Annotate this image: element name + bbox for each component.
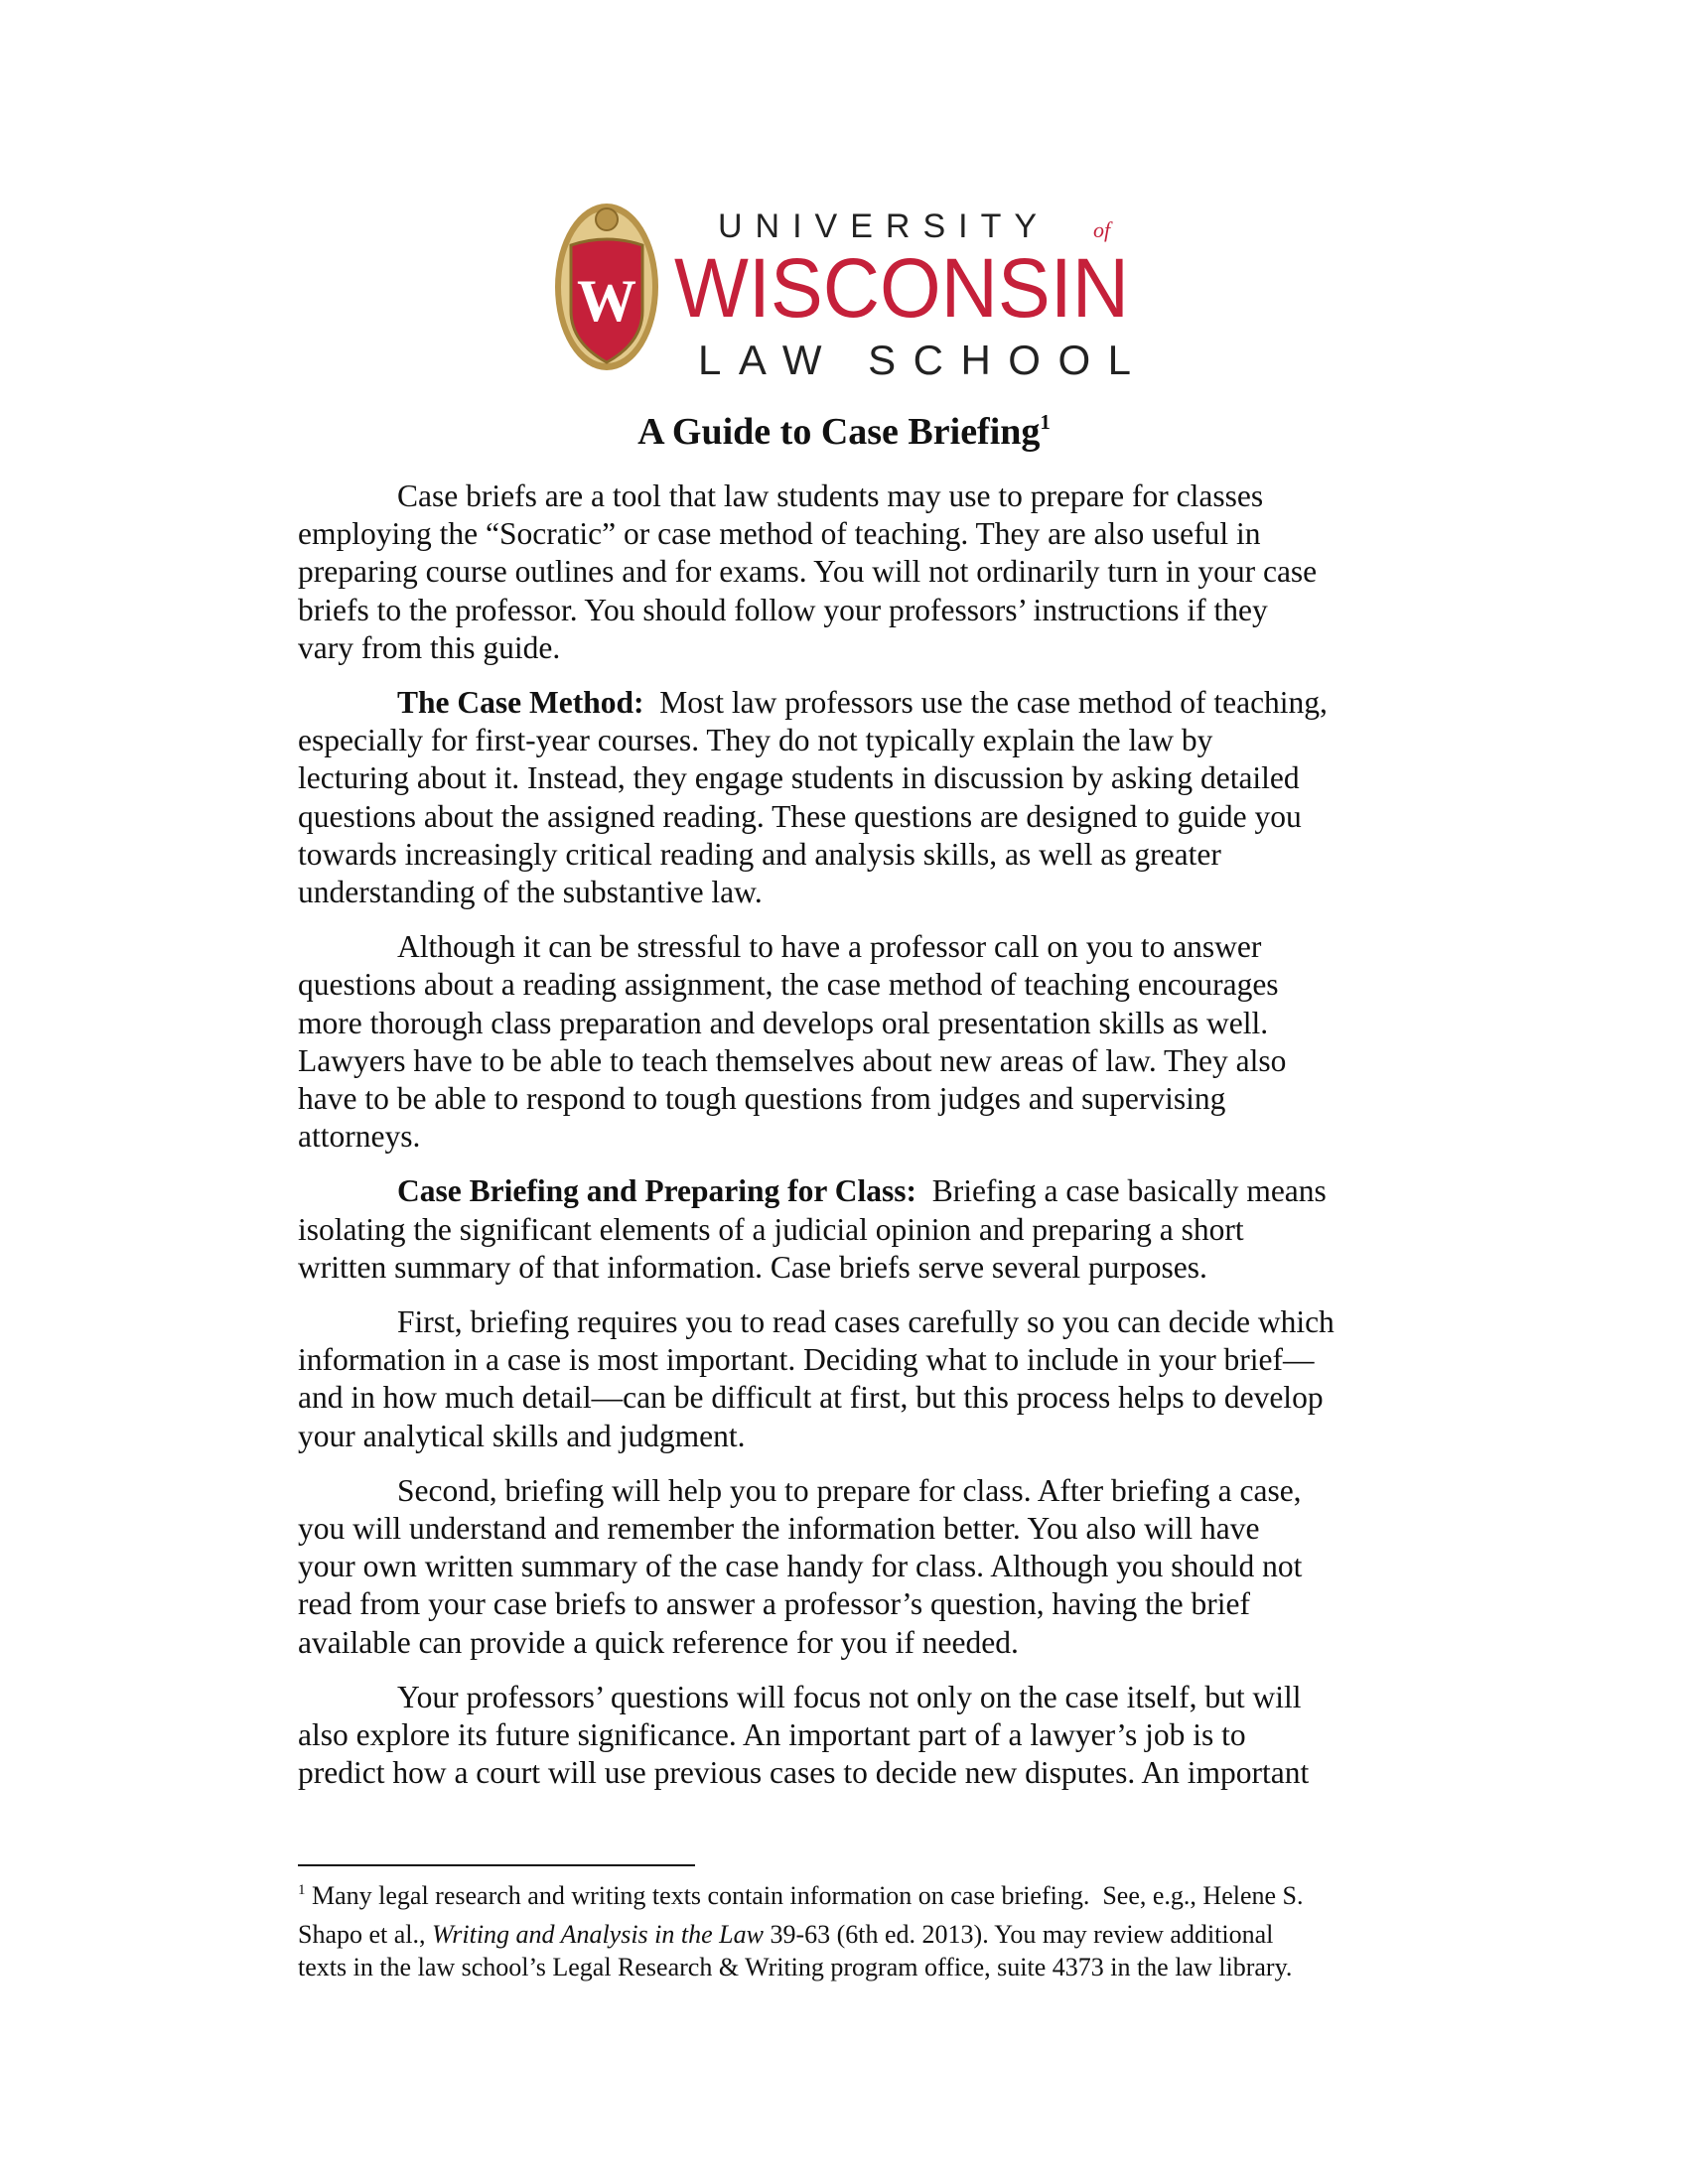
footnote-line (298, 1918, 1410, 1952)
paragraph-line-rest: Most law professors use the case method of teaching, (643, 685, 1328, 721)
footnote-text: Many legal research and writing texts contain information on case briefing. See, e.g., Helene S. (305, 1881, 1304, 1910)
paragraph-second (298, 1472, 1390, 1662)
document-title-text: A Guide to Case Briefing (637, 411, 1041, 453)
paragraph-lead-heading: The Case Method: (397, 685, 644, 721)
document-body (298, 478, 1390, 1810)
paragraph-line: Although it can be stressful to have a professor call on you to answer (397, 929, 1262, 965)
paragraph-line-rest: Briefing a case basically means (915, 1173, 1327, 1209)
paragraph-line (298, 1172, 1390, 1210)
paragraph-line: and in how much detail—can be difficult at first, but this process helps to develop (298, 1380, 1324, 1416)
paragraph-line: your own written summary of the case handy for class. Although you should not (298, 1549, 1303, 1584)
paragraph-line: lecturing about it. Instead, they engage students in discussion by asking detailed (298, 760, 1300, 796)
paragraph-line: read from your case briefs to answer a professor’s question, having the brief (298, 1586, 1250, 1622)
paragraph-line: First, briefing requires you to read cases carefully so you can decide which (397, 1304, 1335, 1340)
document-title (0, 407, 1688, 462)
logo-wisconsin-text: WISCONSIN (674, 241, 1129, 335)
paragraph-case-briefing (298, 1172, 1390, 1287)
paragraph-line: have to be able to respond to tough questions from judges and supervising (298, 1081, 1226, 1117)
paragraph-line: isolating the significant elements of a judicial opinion and preparing a short (298, 1211, 1244, 1247)
paragraph-intro (298, 478, 1390, 667)
paragraph-stressful (298, 928, 1390, 1156)
paragraph-line: you will understand and remember the information better. You also will have (298, 1511, 1260, 1547)
paragraph-line: understanding of the substantive law. (298, 875, 763, 910)
footnote-divider (298, 1864, 695, 1866)
paragraph-line: written summary of that information. Case briefs serve several purposes. (298, 1249, 1207, 1285)
paragraph-line: available can provide a quick reference for you if needed. (298, 1624, 1019, 1660)
footnote-line (298, 1879, 1410, 1918)
paragraph-line: briefs to the professor. You should follow your professors’ instructions if they (298, 592, 1268, 627)
paragraph-first (298, 1303, 1390, 1455)
paragraph-line: Your professors’ questions will focus not only on the case itself, but will (397, 1679, 1302, 1714)
paragraph-professors-questions (298, 1679, 1390, 1793)
footnote-text: Shapo et al., (298, 1919, 433, 1949)
paragraph-line: employing the “Socratic” or case method of teaching. They are also useful in (298, 516, 1261, 552)
paragraph-line: especially for first-year courses. They do not typically explain the law by (298, 723, 1213, 758)
paragraph-line (298, 684, 1390, 722)
paragraph-line: predict how a court will use previous cases to decide new disputes. An important (298, 1755, 1310, 1791)
paragraph-case-method (298, 684, 1390, 911)
paragraph-lead-heading: Case Briefing and Preparing for Class: (397, 1173, 916, 1209)
logo-university-text: UNIVERSITY (718, 207, 1051, 245)
paragraph-line: Lawyers have to be able to teach themselves about new areas of law. They also (298, 1042, 1287, 1078)
logo-law-school-text: LAW SCHOOL (698, 337, 1131, 382)
title-footnote-marker: 1 (1040, 410, 1051, 434)
paragraph-line: information in a case is most important. Deciding what to include in your brief— (298, 1342, 1315, 1378)
footnote-text: 39-63 (6th ed. 2013). You may review additional (763, 1919, 1274, 1949)
paragraph-line: attorneys. (298, 1119, 421, 1155)
paragraph-line: your analytical skills and judgment. (298, 1418, 746, 1453)
paragraph-line: also explore its future significance. An important part of a lawyer’s job is to (298, 1717, 1246, 1753)
crest-icon (555, 204, 658, 370)
paragraph-line: questions about the assigned reading. These questions are designed to guide you (298, 798, 1302, 834)
paragraph-line: Second, briefing will help you to prepare for class. After briefing a case, (397, 1472, 1302, 1508)
footnote-marker: 1 (298, 1882, 306, 1898)
paragraph-line: preparing course outlines and for exams. You will not ordinarily turn in your case (298, 554, 1318, 590)
paragraph-line: questions about a reading assignment, the case method of teaching encourages (298, 967, 1279, 1003)
crest-letter: W (577, 268, 636, 334)
footnote (298, 1879, 1410, 1984)
paragraph-line: Case briefs are a tool that law students may use to prepare for classes (397, 478, 1264, 513)
paragraph-line: towards increasingly critical reading and analysis skills, as well as greater (298, 836, 1221, 872)
paragraph-line: vary from this guide. (298, 629, 561, 665)
paragraph-line: more thorough class preparation and develops oral presentation skills as well. (298, 1005, 1269, 1040)
university-logo (549, 194, 1135, 382)
footnote-citation-title: Writing and Analysis in the Law (432, 1919, 764, 1949)
logo-of-text: of (1093, 217, 1111, 242)
footnote-line: texts in the law school’s Legal Research & Writing program office, suite 4373 in the law library. (298, 1953, 1293, 1981)
